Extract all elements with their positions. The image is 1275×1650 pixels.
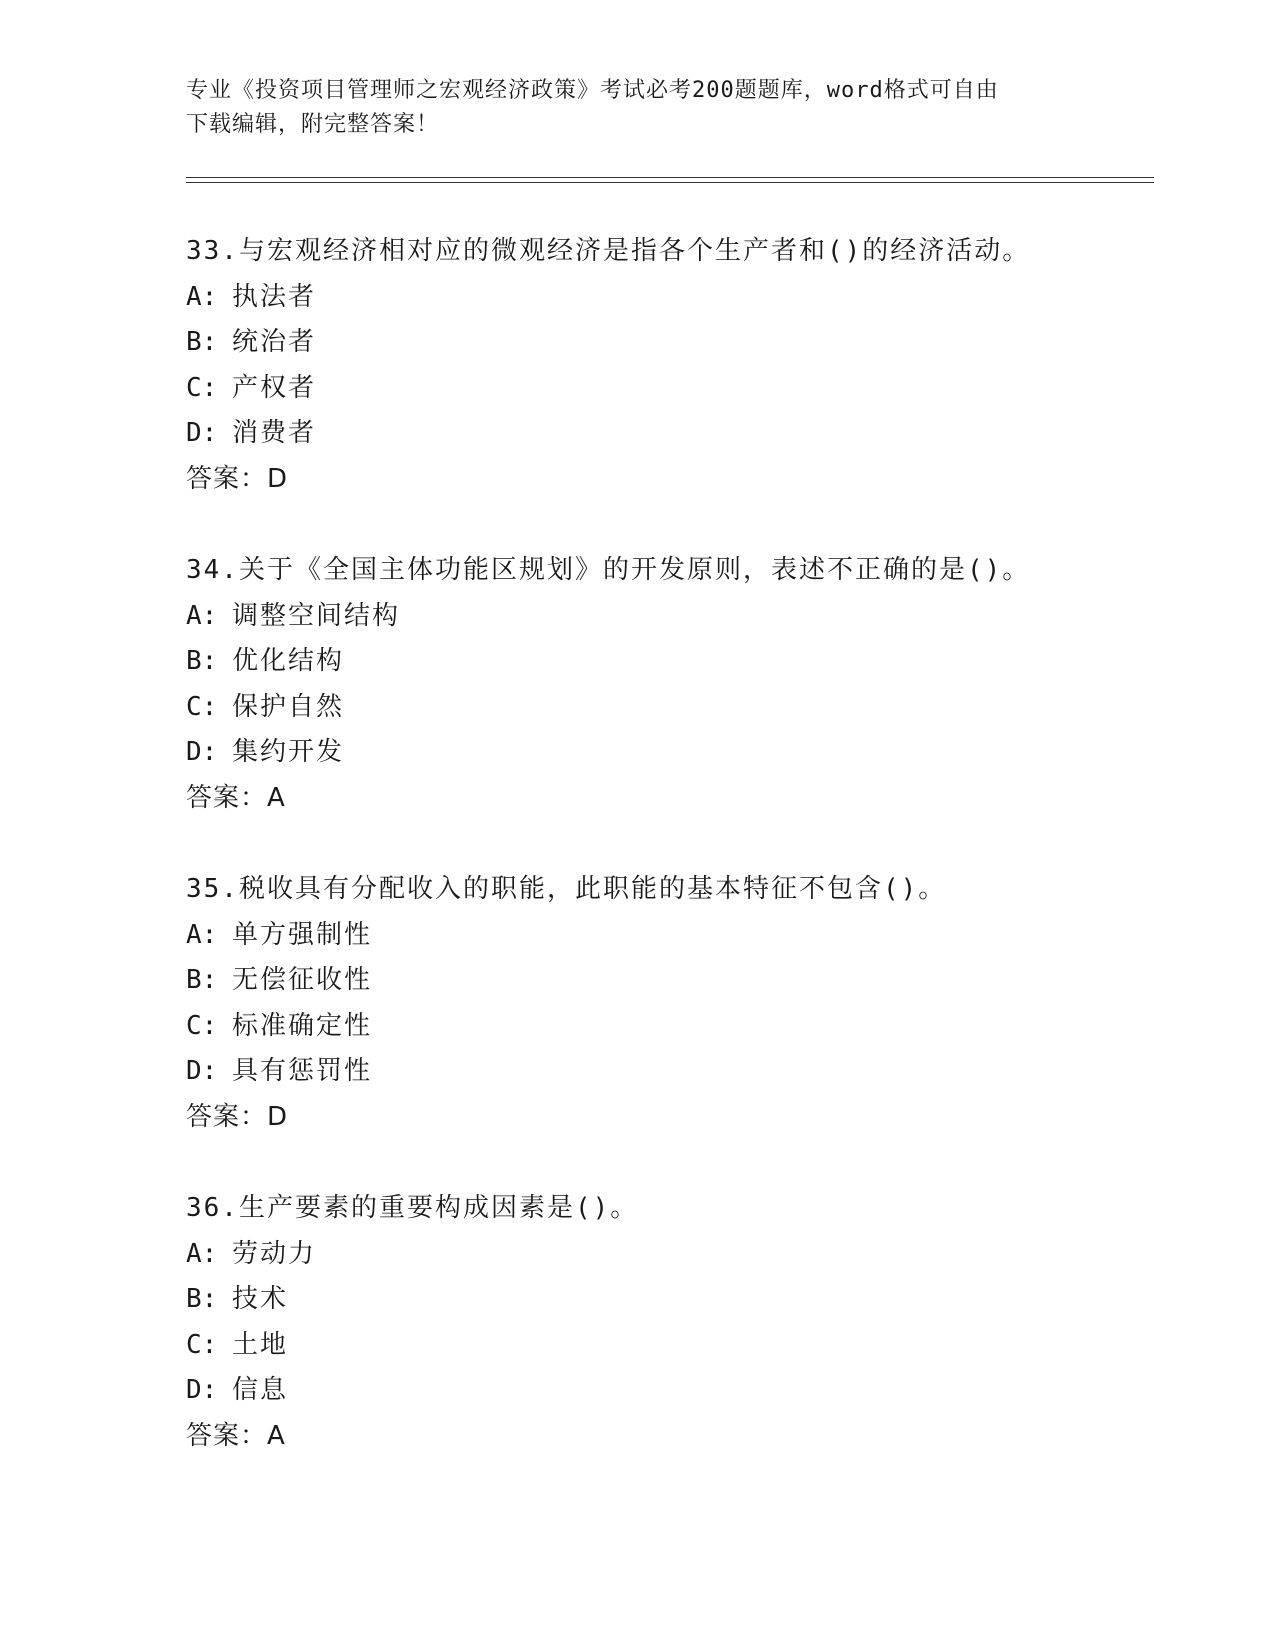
option-text: 无偿征收性	[232, 965, 373, 995]
option-key: A:	[186, 600, 218, 631]
option-text: 土地	[232, 1329, 289, 1360]
option-key: A:	[186, 281, 218, 312]
question-block	[186, 867, 1146, 1140]
option-key: D:	[186, 1375, 218, 1405]
question-block	[186, 548, 1146, 821]
option-text: 单方强制性	[232, 919, 373, 950]
question-stem: 36.生产要素的重要构成因素是()。	[186, 1193, 639, 1223]
option-text: 集约开发	[232, 737, 345, 767]
header-line-2: 下载编辑，附完整答案！	[186, 112, 440, 137]
option-key: A:	[186, 919, 218, 950]
option-text: 调整空间结构	[232, 600, 401, 631]
option-text: 产权者	[232, 372, 317, 403]
option-key: D:	[186, 418, 218, 448]
option-b	[186, 958, 1146, 1004]
question-stem: 35.税收具有分配收入的职能，此职能的基本特征不包含()。	[186, 874, 947, 904]
option-key: C:	[186, 1010, 218, 1041]
document-header	[186, 74, 1086, 142]
option-d	[186, 1049, 1146, 1095]
question-stem: 34.关于《全国主体功能区规划》的开发原则，表述不正确的是()。	[186, 555, 1031, 585]
option-key: C:	[186, 1329, 218, 1360]
option-text: 执法者	[232, 281, 317, 312]
option-text: 技术	[232, 1284, 289, 1314]
option-c	[186, 1004, 1146, 1050]
option-b	[186, 639, 1146, 685]
question-block	[186, 1186, 1146, 1459]
option-a	[186, 275, 1146, 321]
answer: 答案：D	[186, 463, 289, 494]
option-text: 消费者	[232, 418, 317, 448]
question-block	[186, 229, 1146, 502]
option-text: 优化结构	[232, 646, 345, 676]
option-key: C:	[186, 372, 218, 403]
option-text: 统治者	[232, 327, 317, 357]
option-a	[186, 1232, 1146, 1278]
question-stem: 33.与宏观经济相对应的微观经济是指各个生产者和()的经济活动。	[186, 236, 1031, 266]
option-key: B:	[186, 1284, 218, 1314]
option-key: B:	[186, 965, 218, 995]
answer: 答案：D	[186, 1101, 289, 1132]
answer: 答案：A	[186, 1420, 286, 1451]
option-key: D:	[186, 1056, 218, 1086]
option-text: 标准确定性	[232, 1010, 373, 1041]
option-a	[186, 913, 1146, 959]
option-text: 信息	[232, 1375, 289, 1405]
option-key: C:	[186, 691, 218, 722]
option-c	[186, 685, 1146, 731]
option-key: D:	[186, 737, 218, 767]
option-key: B:	[186, 327, 218, 357]
option-c	[186, 1323, 1146, 1369]
header-line-1: 专业《投资项目管理师之宏观经济政策》考试必考200题题库，word格式可自由	[186, 78, 999, 103]
option-d	[186, 411, 1146, 457]
option-c	[186, 366, 1146, 412]
option-text: 具有惩罚性	[232, 1056, 373, 1086]
option-a	[186, 594, 1146, 640]
option-b	[186, 320, 1146, 366]
option-key: A:	[186, 1238, 218, 1269]
option-b	[186, 1277, 1146, 1323]
answer: 答案：A	[186, 782, 286, 813]
option-d	[186, 1368, 1146, 1414]
header-divider-top	[186, 177, 1154, 178]
option-text: 保护自然	[232, 691, 345, 722]
option-key: B:	[186, 646, 218, 676]
header-divider-bottom	[186, 182, 1154, 183]
option-d	[186, 730, 1146, 776]
option-text: 劳动力	[232, 1238, 317, 1269]
